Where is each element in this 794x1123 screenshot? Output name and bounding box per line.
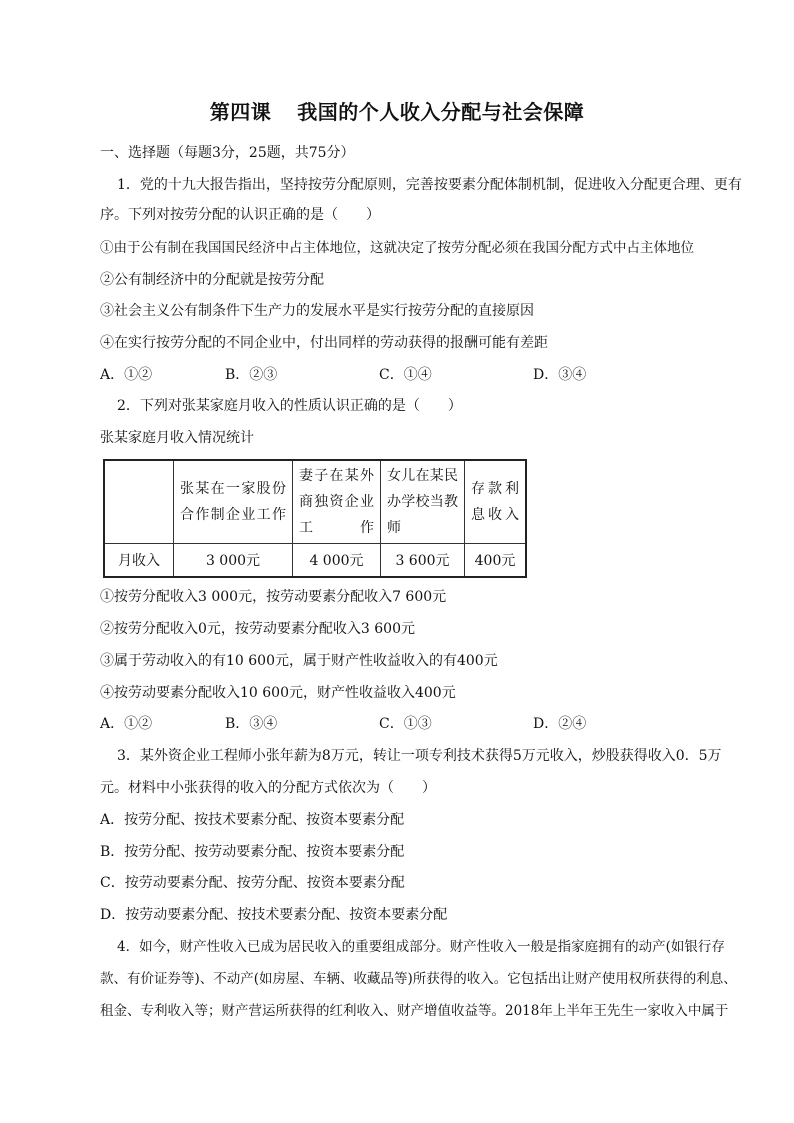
q2-option-a: A．①② [100, 716, 153, 732]
q1-item-3: ③社会主义公有制条件下生产力的发展水平是实行按劳分配的直接原因 [100, 303, 534, 319]
q1-item-2: ②公有制经济中的分配就是按劳分配 [100, 272, 324, 288]
table-cell: 4 000元 [293, 544, 381, 578]
q3-option-a: A．按劳分配、按技术要素分配、按资本要素分配 [100, 812, 405, 828]
table-cell: 3 600元 [381, 544, 465, 578]
q3-option-b: B．按劳分配、按劳动要素分配、按资本要素分配 [100, 844, 405, 860]
q2-item-2: ②按劳分配收入0元，按劳动要素分配收入3 600元 [100, 621, 415, 637]
q4-line2: 款、有价证券等)、不动产(如房屋、车辆、收藏品等)所获得的收入。它包括出让财产使用权所获得的利息、 [100, 971, 737, 987]
q1-item-1: ①由于公有制在我国国民经济中占主体地位，这就决定了按劳分配必须在我国分配方式中占主体地位 [100, 240, 694, 256]
table-corner-cell [104, 460, 174, 544]
q2-item-3: ③属于劳动收入的有10 600元，属于财产性收益收入的有400元 [100, 653, 498, 669]
q1-option-b: B．②③ [225, 367, 278, 383]
q1-option-d: D．③④ [533, 367, 587, 383]
income-table [103, 459, 527, 578]
q2-item-1: ①按劳分配收入3 000元，按劳动要素分配收入7 600元 [100, 589, 447, 605]
table-header-cell: 女儿在某民办学校当教师 [381, 460, 465, 544]
q1-stem-line1: 1．党的十九大报告指出，坚持按劳分配原则，完善按要素分配体制机制，促进收入分配更合理、更有 [117, 177, 742, 193]
q2-option-c: C．①③ [379, 716, 432, 732]
q3-option-c: C．按劳动要素分配、按劳分配、按资本要素分配 [100, 875, 405, 891]
page-title [0, 96, 794, 125]
table-row-label: 月收入 [104, 544, 174, 578]
q1-stem-line2: 序。下列对按劳分配的认识正确的是（ ） [100, 207, 380, 223]
table-header-cell: 妻子在某外商独资企业工作 [293, 460, 381, 544]
table-header-cell: 存款利息收入 [465, 460, 527, 544]
table-header-cell: 张某在一家股份合作制企业工作 [174, 460, 293, 544]
table-cell: 400元 [465, 544, 527, 578]
q3-option-d: D．按劳动要素分配、按技术要素分配、按资本要素分配 [100, 907, 448, 923]
q4-line1: 4．如今，财产性收入已成为居民收入的重要组成部分。财产性收入一般是指家庭拥有的动产(如银行存 [117, 939, 725, 955]
lesson-title: 我国的个人收入分配与社会保障 [297, 100, 585, 124]
lesson-number: 第四课 [209, 100, 272, 124]
table-row [104, 544, 526, 578]
table-cell: 3 000元 [174, 544, 293, 578]
q2-option-b: B．③④ [225, 716, 278, 732]
section-heading: 一、选择题（每题3分，25题，共75分） [100, 145, 355, 161]
table-caption: 张某家庭月收入情况统计 [100, 430, 254, 446]
q3-stem-line1: 3．某外资企业工程师小张年薪为8万元，转让一项专利技术获得5万元收入，炒股获得收入0．5万 [117, 748, 722, 764]
q3-stem-line2: 元。材料中小张获得的收入的分配方式依次为（ ） [100, 780, 436, 796]
table-header-row [104, 460, 526, 544]
q2-option-d: D．②④ [533, 716, 587, 732]
q2-item-4: ④按劳动要素分配收入10 600元，财产性收益收入400元 [100, 685, 456, 701]
q1-option-c: C．①④ [379, 367, 432, 383]
q4-line3: 租金、专利收入等；财产营运所获得的红利收入、财产增值收益等。2018年上半年王先生一家收入中属于 [100, 1003, 729, 1019]
q1-item-4: ④在实行按劳分配的不同企业中，付出同样的劳动获得的报酬可能有差距 [100, 335, 548, 351]
q1-option-a: A．①② [100, 367, 153, 383]
q2-stem: 2．下列对张某家庭月收入的性质认识正确的是（ ） [117, 398, 462, 414]
